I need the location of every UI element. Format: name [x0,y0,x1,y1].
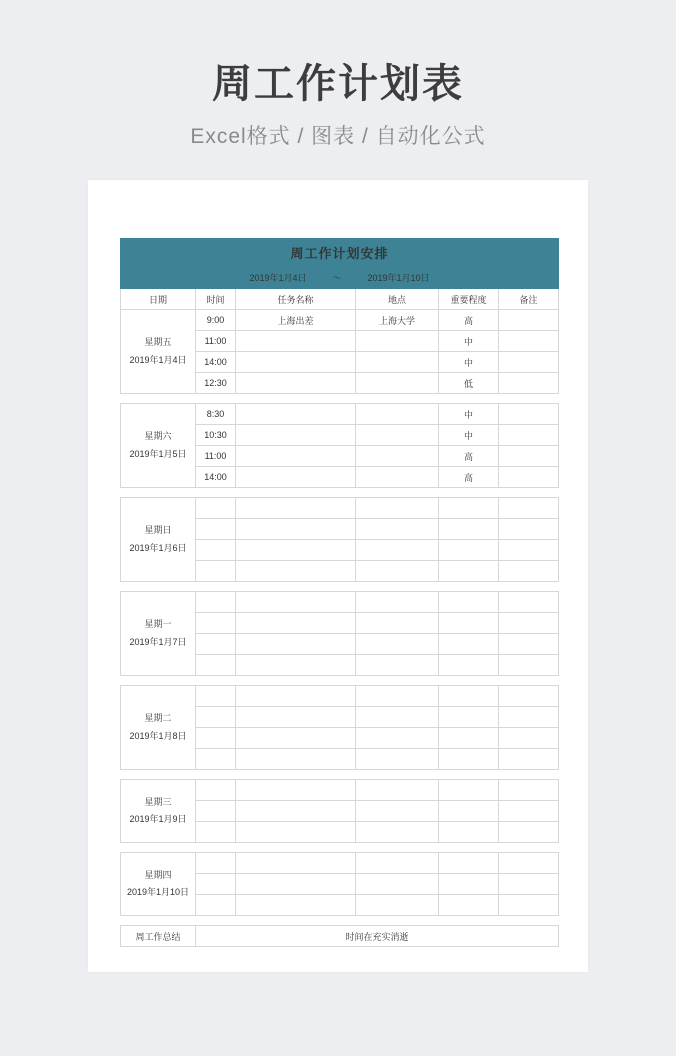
page-header [0,0,676,150]
day-date: 2019年1月10日 [126,887,190,897]
cell-place[interactable] [356,561,439,582]
cell-note[interactable] [499,874,559,895]
cell-level[interactable]: 中 [439,331,499,352]
cell-place[interactable] [356,822,439,843]
block-spacer [121,843,559,853]
cell-note[interactable] [499,352,559,373]
cell-level[interactable] [439,540,499,561]
cell-time[interactable]: 14:00 [196,352,236,373]
cell-place[interactable] [356,352,439,373]
cell-place[interactable] [356,749,439,770]
cell-level[interactable]: 高 [439,467,499,488]
cell-task[interactable] [236,801,356,822]
column-header-0: 日期 [121,289,196,310]
cell-note[interactable] [499,728,559,749]
cell-task[interactable] [236,498,356,519]
cell-note[interactable] [499,310,559,331]
column-header-row [121,289,559,310]
cell-place[interactable] [356,686,439,707]
cell-note[interactable] [499,655,559,676]
cell-level[interactable] [439,498,499,519]
day-cell-0 [121,310,196,394]
cell-level[interactable] [439,519,499,540]
block-spacer [121,488,559,498]
column-header-3: 地点 [356,289,439,310]
cell-place[interactable] [356,801,439,822]
cell-place[interactable] [356,540,439,561]
cell-level[interactable]: 中 [439,404,499,425]
cell-place[interactable] [356,655,439,676]
cell-place[interactable] [356,613,439,634]
date-end: 2019年1月10日 [367,272,430,283]
cell-task[interactable] [236,895,356,916]
cell-note[interactable] [499,707,559,728]
cell-task[interactable] [236,853,356,874]
cell-place[interactable] [356,519,439,540]
table-row[interactable] [121,592,559,613]
cell-level[interactable]: 高 [439,310,499,331]
cell-time[interactable] [196,655,236,676]
day-cell-3 [121,592,196,676]
cell-level[interactable]: 高 [439,446,499,467]
cell-note[interactable] [499,373,559,394]
banner-title-row [121,239,559,266]
cell-time[interactable] [196,613,236,634]
cell-place[interactable] [356,874,439,895]
cell-place[interactable] [356,425,439,446]
day-weekday: 星期二 [144,713,172,724]
cell-time[interactable]: 9:00 [196,310,236,331]
day-weekday: 星期一 [144,619,172,630]
cell-time[interactable]: 11:00 [196,446,236,467]
cell-note[interactable] [499,613,559,634]
cell-place[interactable] [356,728,439,749]
cell-note[interactable] [499,853,559,874]
cell-level[interactable] [439,634,499,655]
table-row[interactable] [121,853,559,874]
plan-table-wrapper [120,238,558,947]
cell-task[interactable] [236,373,356,394]
day-cell-2 [121,498,196,582]
cell-time[interactable] [196,540,236,561]
cell-time[interactable]: 10:30 [196,425,236,446]
cell-note[interactable] [499,540,559,561]
cell-time[interactable] [196,728,236,749]
cell-time[interactable] [196,853,236,874]
cell-place[interactable] [356,446,439,467]
cell-task[interactable] [236,728,356,749]
cell-note[interactable] [499,592,559,613]
cell-place[interactable] [356,373,439,394]
cell-task[interactable] [236,613,356,634]
block-spacer [121,770,559,780]
day-date: 2019年1月6日 [129,542,187,553]
cell-note[interactable] [499,822,559,843]
day-date: 2019年1月7日 [129,636,187,647]
cell-place[interactable]: 上海大学 [356,310,439,331]
date-range [121,266,559,289]
summary-text[interactable]: 时间在充实消逝 [196,926,559,947]
cell-level[interactable]: 中 [439,352,499,373]
cell-task[interactable] [236,404,356,425]
cell-task[interactable] [236,822,356,843]
cell-task[interactable] [236,780,356,801]
cell-level[interactable] [439,895,499,916]
cell-place[interactable] [356,780,439,801]
cell-level[interactable] [439,707,499,728]
cell-place[interactable] [356,634,439,655]
cell-task[interactable] [236,467,356,488]
day-cell-5 [121,780,196,843]
cell-place[interactable] [356,467,439,488]
cell-note[interactable] [499,467,559,488]
day-weekday: 星期日 [144,525,172,536]
banner-title: 周工作计划安排 [121,239,559,266]
day-date: 2019年1月9日 [129,814,187,824]
cell-level[interactable] [439,728,499,749]
cell-note[interactable] [499,634,559,655]
block-spacer [121,676,559,686]
day-cell-1 [121,404,196,488]
table-row[interactable] [121,686,559,707]
table-row[interactable] [121,780,559,801]
date-start: 2019年1月4日 [249,272,307,283]
cell-level[interactable] [439,853,499,874]
cell-note[interactable] [499,404,559,425]
cell-time[interactable] [196,592,236,613]
cell-time[interactable]: 11:00 [196,331,236,352]
cell-task[interactable] [236,686,356,707]
cell-time[interactable] [196,801,236,822]
cell-note[interactable] [499,498,559,519]
column-header-2: 任务名称 [236,289,356,310]
cell-time[interactable]: 14:00 [196,467,236,488]
cell-note[interactable] [499,425,559,446]
cell-task[interactable] [236,352,356,373]
cell-task[interactable] [236,519,356,540]
cell-task[interactable] [236,592,356,613]
cell-level[interactable] [439,561,499,582]
date-separator: ～ [332,272,342,283]
weekly-plan-table [120,238,559,947]
table-row[interactable] [121,310,559,331]
spreadsheet-sheet [88,180,588,972]
cell-place[interactable] [356,404,439,425]
summary-row [121,926,559,947]
cell-note[interactable] [499,780,559,801]
cell-level[interactable] [439,686,499,707]
block-spacer [121,916,559,926]
day-weekday: 星期五 [144,337,172,348]
cell-task[interactable] [236,425,356,446]
day-cell-4 [121,686,196,770]
cell-time[interactable] [196,749,236,770]
cell-place[interactable] [356,707,439,728]
cell-level[interactable] [439,780,499,801]
cell-task[interactable] [236,707,356,728]
summary-label: 周工作总结 [121,926,196,947]
cell-place[interactable] [356,592,439,613]
cell-place[interactable] [356,895,439,916]
day-cell-6 [121,853,196,916]
page-title: 周工作计划表 [212,62,464,106]
cell-time[interactable] [196,519,236,540]
cell-time[interactable] [196,561,236,582]
table-row[interactable] [121,498,559,519]
cell-time[interactable] [196,874,236,895]
cell-time[interactable] [196,707,236,728]
block-spacer [121,394,559,404]
cell-task[interactable] [236,540,356,561]
column-header-1: 时间 [196,289,236,310]
cell-note[interactable] [499,446,559,467]
cell-task[interactable] [236,749,356,770]
cell-time[interactable] [196,634,236,655]
cell-note[interactable] [499,895,559,916]
cell-note[interactable] [499,519,559,540]
cell-level[interactable]: 中 [439,425,499,446]
cell-time[interactable] [196,822,236,843]
cell-place[interactable] [356,853,439,874]
day-weekday: 星期四 [144,869,172,880]
cell-note[interactable] [499,331,559,352]
cell-level[interactable] [439,801,499,822]
day-weekday: 星期三 [144,796,172,807]
column-header-4: 重要程度 [439,289,499,310]
day-date: 2019年1月8日 [129,730,187,741]
cell-time[interactable] [196,498,236,519]
cell-task[interactable]: 上海出差 [236,310,356,331]
cell-level[interactable] [439,822,499,843]
cell-time[interactable] [196,895,236,916]
day-weekday: 星期六 [144,431,172,442]
column-header-5: 备注 [499,289,559,310]
day-date: 2019年1月5日 [129,448,187,459]
cell-task[interactable] [236,874,356,895]
cell-task[interactable] [236,561,356,582]
banner-date-row [121,266,559,289]
cell-level[interactable] [439,592,499,613]
cell-note[interactable] [499,801,559,822]
cell-time[interactable] [196,780,236,801]
cell-time[interactable]: 8:30 [196,404,236,425]
cell-task[interactable] [236,655,356,676]
cell-task[interactable] [236,446,356,467]
cell-time[interactable]: 12:30 [196,373,236,394]
cell-level[interactable] [439,613,499,634]
cell-note[interactable] [499,561,559,582]
cell-place[interactable] [356,498,439,519]
day-date: 2019年1月4日 [129,354,187,365]
page-subtitle: Excel格式 / 图表 / 自动化公式 [190,125,486,148]
cell-level[interactable]: 低 [439,373,499,394]
cell-time[interactable] [196,686,236,707]
table-row[interactable] [121,404,559,425]
cell-note[interactable] [499,686,559,707]
cell-note[interactable] [499,749,559,770]
cell-place[interactable] [356,331,439,352]
cell-task[interactable] [236,331,356,352]
cell-level[interactable] [439,749,499,770]
cell-level[interactable] [439,874,499,895]
cell-level[interactable] [439,655,499,676]
cell-task[interactable] [236,634,356,655]
block-spacer [121,582,559,592]
